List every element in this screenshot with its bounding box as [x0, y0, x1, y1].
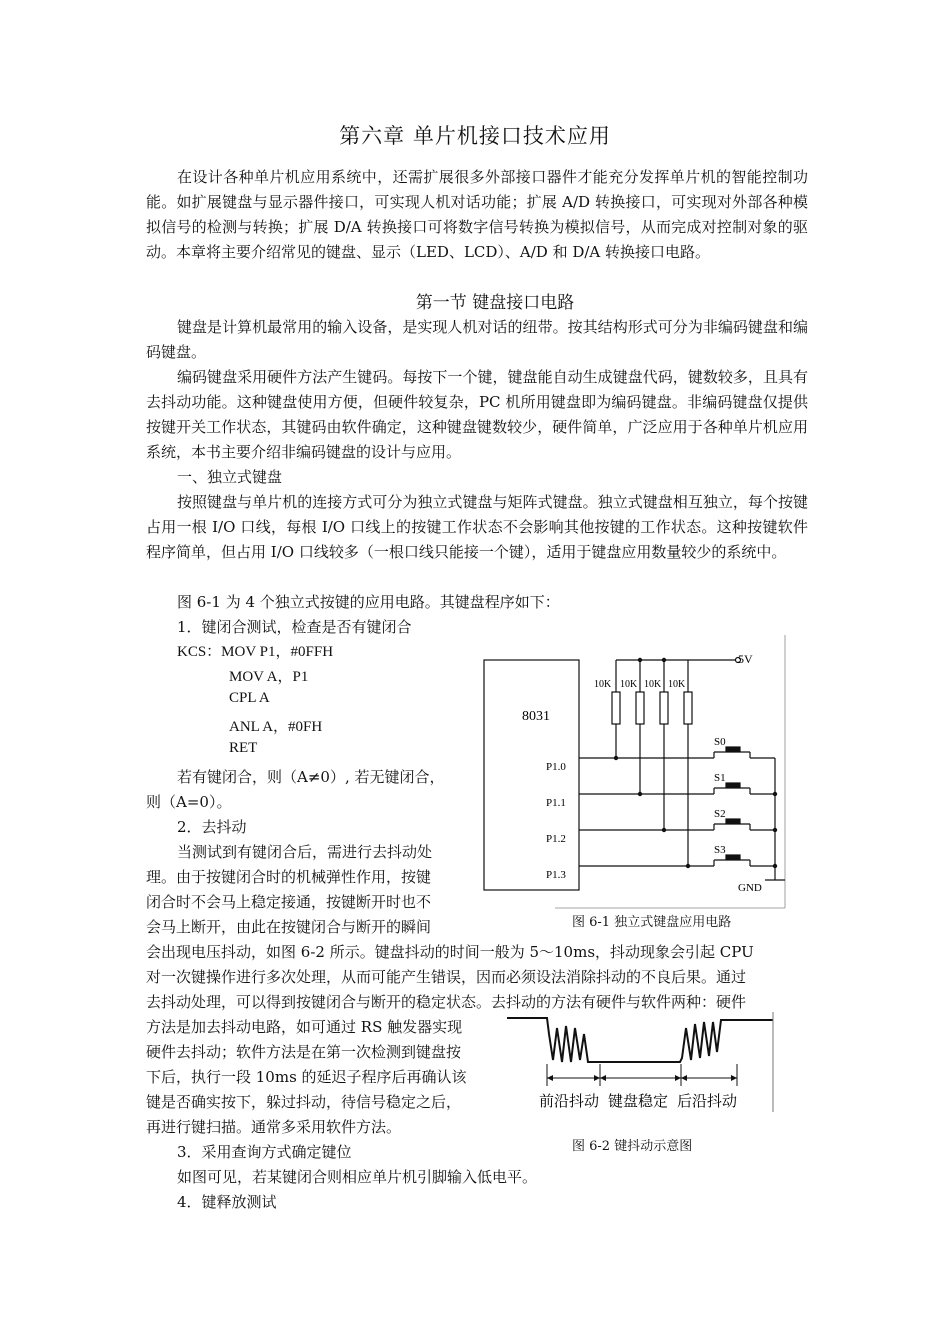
- paragraph-debounce-line: 再进行键扫描。通常多采用软件方法。: [146, 1118, 402, 1136]
- paragraph-debounce-line: 去抖动处理，可以得到按键闭合与断开的稳定状态。去抖动的方法有硬件与软件两种：硬件: [146, 993, 747, 1011]
- gnd-label: GND: [738, 882, 762, 894]
- paragraph-key-closed: 若有键闭合，则（A≠0）, 若无键闭合，: [177, 768, 445, 786]
- resistor-label: 10K: [644, 679, 662, 690]
- chip-label: 8031: [522, 709, 550, 724]
- paragraph-encoded-keyboard: 编码键盘采用硬件方法产生键码。每按下一个键，键盘能自动生成键盘代码，键数较多，且具有去抖动功能。这种键盘使用方便，但硬件较复杂，PC 机所用键盘即为编码键盘。非编码键盘仅提供按键开关工作状态，其键码由软件确定，这种键盘键数较少，硬件简单，广泛应用于各种单片机应用系统，本书主要介绍非编码键盘的设计与应用。: [146, 368, 808, 461]
- section-heading: 第一节 键盘接口电路: [415, 293, 575, 313]
- resistor-label: 10K: [620, 679, 638, 690]
- paragraph-debounce-line: 会马上断开，由此在按键闭合与断开的瞬间: [146, 918, 432, 936]
- paragraph-keyboard-definition: 键盘是计算机最常用的输入设备，是实现人机对话的纽带。按其结构形式可分为非编码键盘和编码键盘。: [146, 318, 808, 361]
- step-4-heading: 4．键释放测试: [177, 1193, 277, 1211]
- paragraph-independent-keyboard: 按照键盘与单片机的连接方式可分为独立式键盘与矩阵式键盘。独立式键盘相互独立，每个按键占用一根 I/O 口线，每根 I/O 口线上的按键工作状态不会影响其他按键的工作状态。这种按键软件程序简单，但占用 I/O 口线较多（一根口线只能接一个键），适用于键盘应用数量较少的系统中。: [146, 493, 808, 561]
- paragraph-debounce-line: 下后，执行一段 10ms 的延迟子程序后再确认该: [146, 1068, 467, 1086]
- resistor-label: 10K: [594, 679, 612, 690]
- code-line: ANL A，#0FH: [229, 719, 323, 735]
- paragraph-figure-intro: 图 6-1 为 4 个独立式按键的应用电路。其键盘程序如下：: [177, 593, 560, 611]
- chip-8031-box: [484, 660, 579, 890]
- pin-label: P1.1: [546, 797, 566, 809]
- switch-label: S2: [714, 808, 726, 820]
- paragraph-debounce-line: 理。由于按键闭合时的机械弹性作用，按键: [146, 868, 432, 886]
- step-2-heading: 2．去抖动: [177, 818, 247, 836]
- paragraph-query-method: 如图可见，若某键闭合则相应单片机引脚输入低电平。: [177, 1168, 538, 1186]
- paragraph-debounce-line: 会出现电压抖动，如图 6-2 所示。键盘抖动的时间一般为 5～10ms，抖动现象会引起 CPU: [146, 943, 754, 961]
- page-title: 第六章 单片机接口技术应用: [339, 124, 611, 148]
- pin-label: P1.0: [546, 761, 566, 773]
- code-line: KCS：MOV P1，#0FFH: [177, 644, 334, 660]
- pin-label: P1.2: [546, 833, 566, 845]
- step-3-heading: 3．采用查询方式确定键位: [177, 1143, 352, 1161]
- pin-label: P1.3: [546, 869, 566, 881]
- subheading-independent-keyboard: 一、独立式键盘: [177, 468, 283, 486]
- intro-paragraph: 在设计各种单片机应用系统中，还需扩展很多外部接口器件才能充分发挥单片机的智能控制功能。如扩展键盘与显示器件接口，可实现人机对话功能；扩展 A/D 转换接口，可实现对外部各种模拟信号的检测与转换；扩展 D/A 转换接口可将数字信号转换为模拟信号，从而完成对控制对象的驱动。本章将主要介绍常见的键盘、显示（LED、LCD）、A/D 和 D/A 转换接口电路。: [146, 168, 808, 261]
- vcc-label: 5V: [738, 652, 753, 666]
- figure-keyboard-circuit: [470, 635, 790, 935]
- paragraph-debounce-line: 对一次键操作进行多次处理，从而可能产生错误，因而必须设法消除抖动的不良后果。通过: [146, 968, 747, 986]
- step-1-heading: 1．键闭合测试，检查是否有键闭合: [177, 618, 412, 636]
- switch-label: S0: [714, 736, 726, 748]
- bounce-label-front: 前沿抖动: [539, 1094, 600, 1110]
- figure-1-caption: 图 6-1 独立式键盘应用电路: [572, 915, 732, 930]
- code-line: RET: [229, 740, 258, 756]
- code-line: MOV A，P1: [229, 669, 309, 685]
- paragraph-debounce-line: 当测试到有键闭合后，需进行去抖动处: [177, 843, 433, 861]
- paragraph-debounce-line: 闭合时不会马上稳定接通，按键断开时也不: [146, 893, 432, 911]
- paragraph-debounce-line: 方法是加去抖动电路，如可通过 RS 触发器实现: [146, 1018, 463, 1036]
- bounce-label-back: 后沿抖动: [677, 1094, 738, 1110]
- figure-2-caption: 图 6-2 键抖动示意图: [572, 1139, 693, 1154]
- code-line: CPL A: [229, 690, 270, 706]
- figure-key-bounce: [505, 1012, 777, 1117]
- bounce-label-stable: 键盘稳定: [608, 1094, 669, 1110]
- switch-label: S1: [714, 772, 726, 784]
- resistor-label: 10K: [668, 679, 686, 690]
- switch-label: S3: [714, 844, 726, 856]
- paragraph-debounce-line: 硬件去抖动；软件方法是在第一次检测到键盘按: [146, 1043, 462, 1061]
- paragraph-debounce-line: 键是否确实按下，躲过抖动，待信号稳定之后，: [146, 1093, 462, 1111]
- paragraph-key-open: 则（A=0）。: [146, 793, 232, 811]
